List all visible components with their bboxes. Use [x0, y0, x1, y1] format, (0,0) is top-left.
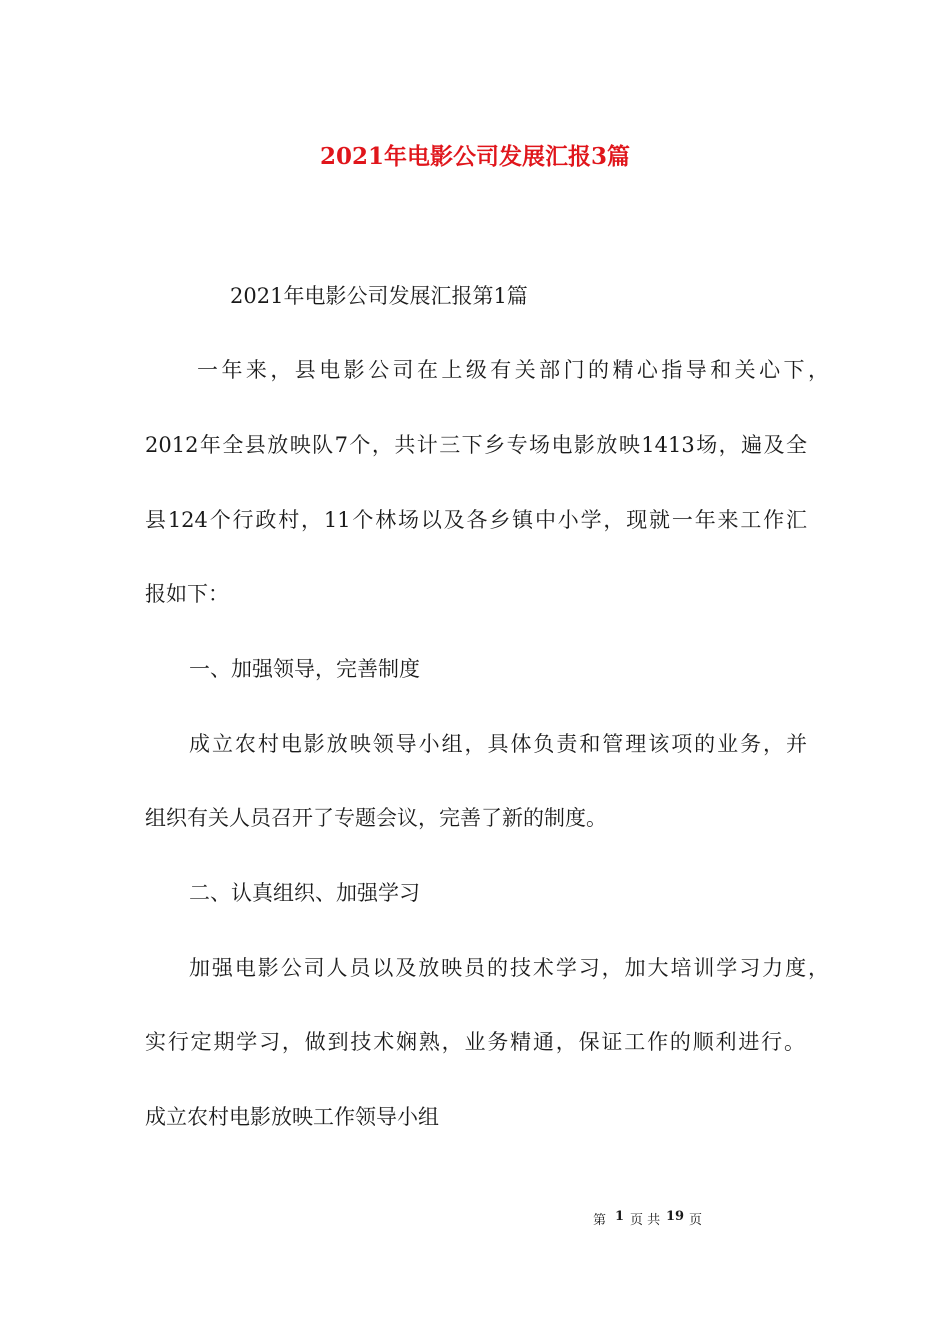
paragraph-line: 县124个行政村，11个林场以及各乡镇中小学，现就一年来工作汇	[145, 508, 807, 532]
paragraph-line: 报如下：	[145, 582, 229, 606]
page-label-suffix: 页	[689, 1213, 703, 1228]
section-heading: 二、认真组织、加强学习	[189, 881, 420, 905]
document-title: 2021年电影公司发展汇报3篇	[319, 143, 631, 170]
paragraph-line: 组织有关人员召开了专题会议，完善了新的制度。	[145, 806, 607, 830]
paragraph-line: 加强电影公司人员以及放映员的技术学习，加大培训学习力度，	[189, 956, 829, 980]
page-current: 1	[615, 1209, 625, 1224]
paragraph-line: 一年来，县电影公司在上级有关部门的精心指导和关心下，	[197, 358, 829, 382]
paragraph-line: 成立农村电影放映领导小组，具体负责和管理该项的业务，并	[189, 732, 807, 756]
section-heading: 一、加强领导，完善制度	[189, 657, 420, 681]
page-label-mid: 页 共	[630, 1213, 661, 1228]
page-total: 19	[666, 1209, 685, 1224]
paragraph-line: 实行定期学习，做到技术娴熟，业务精通，保证工作的顺利进行。	[145, 1030, 805, 1054]
paragraph-line: 2012年全县放映队7个，共计三下乡专场电影放映1413场，遍及全	[145, 433, 807, 457]
page-label-prefix: 第	[593, 1213, 607, 1228]
paragraph-line: 成立农村电影放映工作领导小组	[145, 1105, 439, 1129]
section-subtitle: 2021年电影公司发展汇报第1篇	[230, 284, 528, 308]
